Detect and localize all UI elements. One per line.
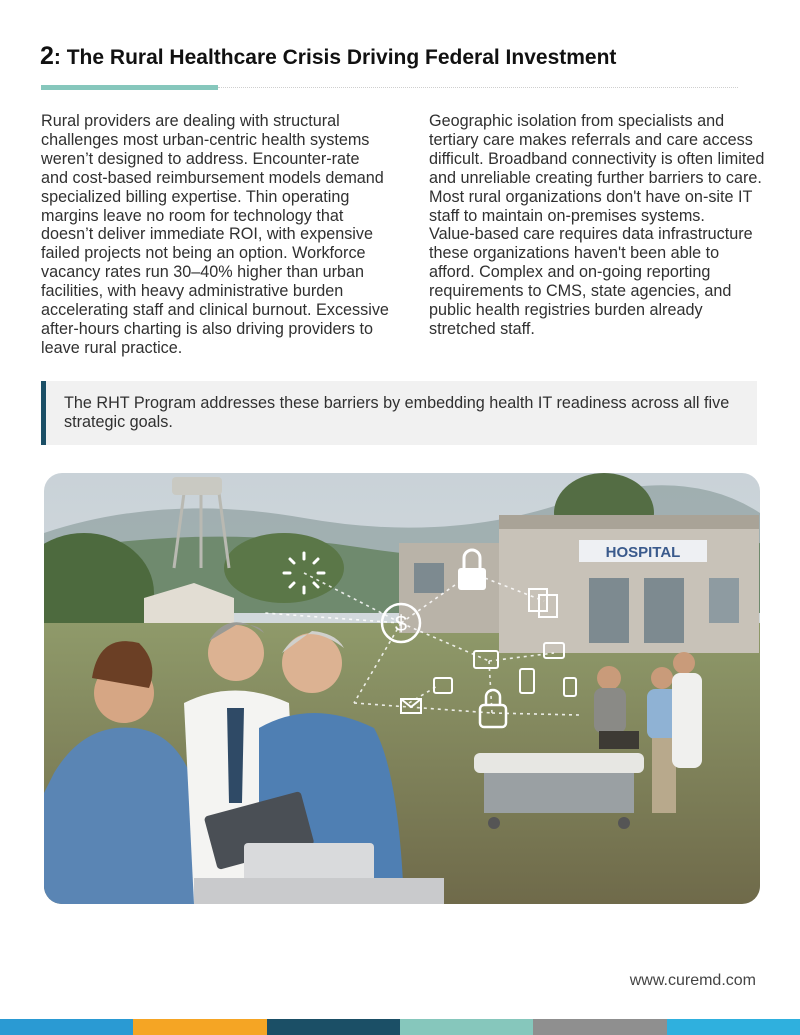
hospital-sign: HOSPITAL: [605, 544, 681, 561]
section-title: : The Rural Healthcare Crisis Driving Federal Investment: [53, 46, 617, 69]
color-bar-segment-2: [133, 1019, 266, 1035]
color-bar-segment-1: [0, 1019, 133, 1035]
title-rule-dotted: [218, 87, 738, 88]
color-bar-segment-3: [267, 1019, 400, 1035]
title-rule: [41, 85, 738, 91]
color-bar-segment-5: [533, 1019, 666, 1035]
svg-text:$: $: [394, 611, 408, 636]
hero-photo: [44, 473, 760, 904]
left-column: [41, 112, 391, 358]
section-number: 2: [40, 42, 54, 70]
color-bar: [0, 1019, 800, 1035]
color-bar-segment-4: [400, 1019, 533, 1035]
page-title: [40, 42, 616, 71]
callout-box: [41, 381, 757, 445]
right-paragraph-2: Value-based care requires data infrastructure these organizations haven't been able to afford. Complex and on-going reporting requirements to CMS, state agencies, and public health registries burden already stretched staff.: [429, 225, 753, 338]
color-bar-segment-6: [667, 1019, 800, 1035]
footer-url[interactable]: www.curemd.com: [629, 972, 756, 989]
callout-text: The RHT Program addresses these barriers by embedding health IT readiness across all five strategic goals.: [64, 394, 730, 431]
title-rule-accent: [41, 85, 218, 90]
right-paragraph-1: Geographic isolation from specialists and tertiary care makes referrals and care access difficult. Broadband connectivity is often limited and unreliable creating further barriers to care. Most rural organizations don't have on-site IT staff to maintain on-premises systems.: [429, 112, 765, 225]
left-paragraph: Rural providers are dealing with structural challenges most urban-centric health systems weren’t designed to address. Encounter-rate and cost-based reimbursement models demand specialized billing expertise. Thin operating margins leave no room for technology that doesn’t deliver immediate ROI, with expensive failed projects not being an option. Workforce vacancy rates run 30–40% higher than urban facilities, with heavy administrative burden accelerating staff and clinical burnout. Excessive after-hours charting is also driving providers to leave rural practice.: [41, 112, 389, 357]
right-column: [429, 112, 769, 339]
